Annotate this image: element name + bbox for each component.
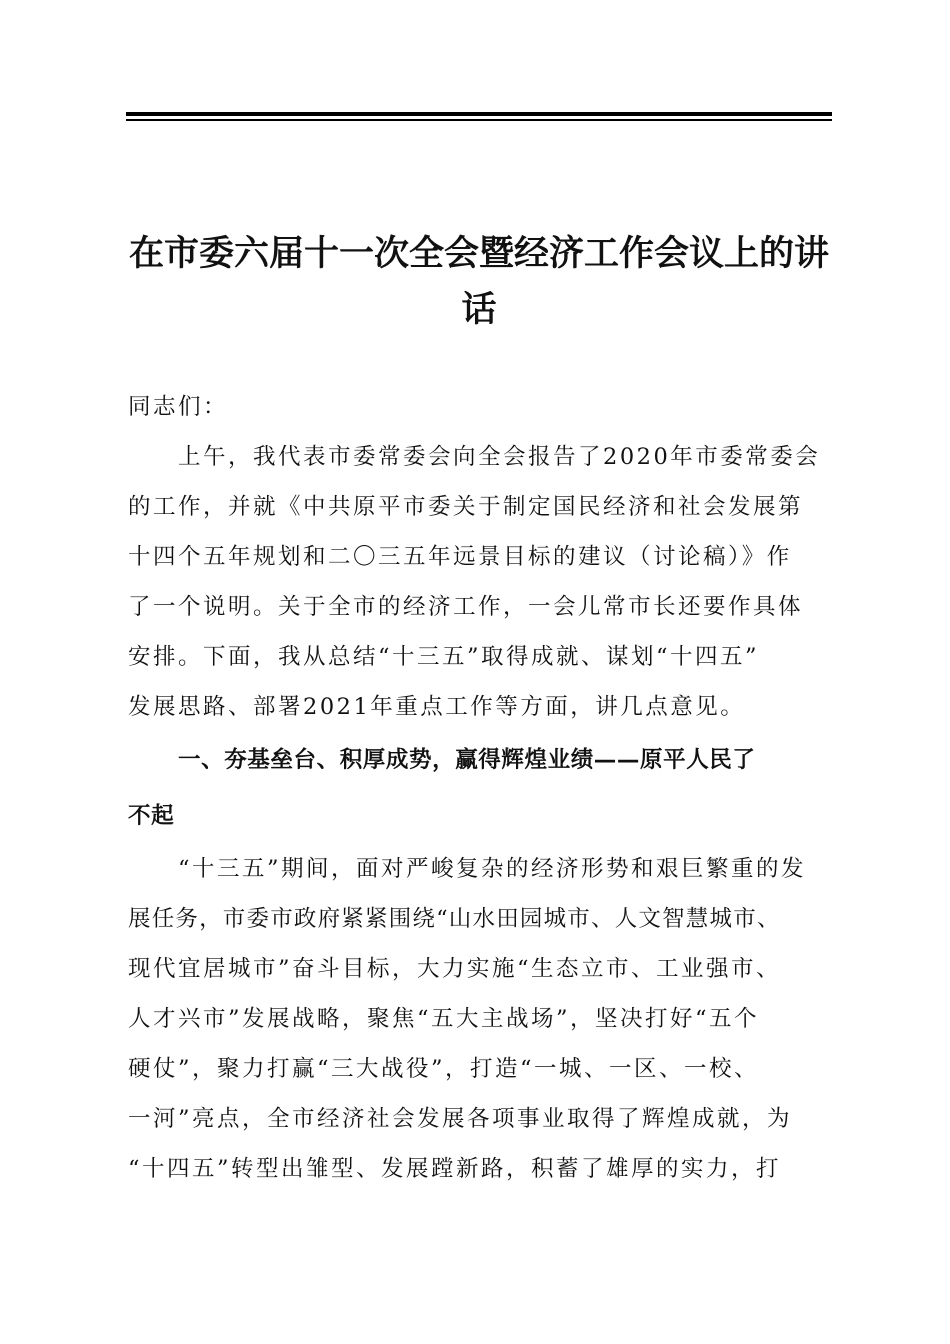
paragraph-line: 展任务，市委市政府紧紧围绕“山水田园城市、人文智慧城市、 [128, 906, 781, 932]
paragraph-1 [128, 432, 834, 732]
paragraph-line: 安排。下面，我从总结“十三五”取得成就、谋划“十四五” [128, 644, 760, 670]
document-body [128, 382, 834, 1194]
paragraph-line: 现代宜居城市”奋斗目标，大力实施“生态立市、工业强市、 [128, 956, 782, 982]
salutation: 同志们： [128, 394, 229, 420]
section-1-heading [128, 732, 834, 844]
paragraph-line: 上午，我代表市委常委会向全会报告了2020年市委常委会 [178, 444, 821, 470]
paragraph-line: 硬仗”，聚力打赢“三大战役”，打造“一城、一区、一校、 [128, 1056, 760, 1082]
paragraph-line: “十四五”转型出雏型、发展蹚新路，积蓄了雄厚的实力，打 [128, 1156, 782, 1182]
paragraph-line: 的工作，并就《中共原平市委关于制定国民经济和社会发展第 [128, 494, 804, 520]
paragraph-line: 了一个说明。关于全市的经济工作，一会儿常市长还要作具体 [128, 594, 804, 620]
paragraph-line: “十三五”期间，面对严峻复杂的经济形势和艰巨繁重的发 [178, 856, 807, 882]
document-title: 在市委六届十一次全会暨经济工作会议上的讲话 [128, 234, 829, 330]
paragraph-2 [128, 844, 834, 1194]
heading-line: 一、夯基垒台、积厚成势，赢得辉煌业绩——原平人民了 [178, 747, 756, 773]
heading-line: 不起 [128, 803, 175, 829]
header-rule-thin [126, 119, 832, 121]
paragraph-line: 人才兴市”发展战略，聚焦“五大主战场”，坚决打好“五个 [128, 1006, 760, 1032]
paragraph-line: 发展思路、部署2021年重点工作等方面，讲几点意见。 [128, 694, 746, 720]
paragraph-line: 十四个五年规划和二〇三五年远景目标的建议（讨论稿）》作 [128, 544, 792, 570]
header-rule-thick [126, 112, 832, 116]
paragraph-line: 一河”亮点，全市经济社会发展各项事业取得了辉煌成就，为 [128, 1106, 793, 1132]
